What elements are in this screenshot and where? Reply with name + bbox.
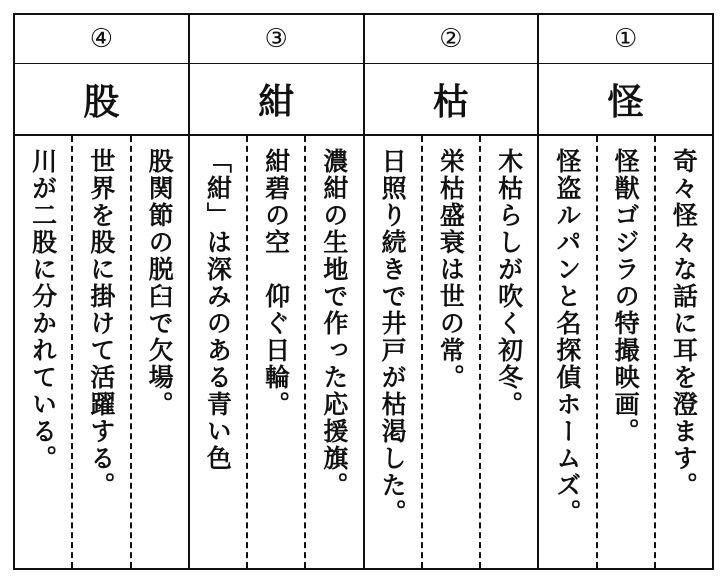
example-sentence: 怪獣ゴジラの特撮映画。 — [611, 148, 641, 445]
example-sentence: 川が二股に分かれている。 — [28, 148, 58, 472]
example-line — [596, 136, 654, 568]
example-line — [654, 136, 712, 568]
column-number: ① — [613, 24, 638, 54]
kanji-cell — [15, 64, 188, 136]
column-kanji: 紺 — [258, 80, 295, 123]
column-2 — [363, 15, 538, 568]
number-cell — [365, 15, 538, 64]
number-cell — [539, 15, 712, 64]
column-4 — [15, 15, 188, 568]
example-sentence: 濃紺の生地で作った応援旗。 — [319, 148, 349, 499]
example-lines — [365, 136, 538, 568]
example-sentence: 奇々怪々な話に耳を澄ます。 — [669, 148, 699, 499]
example-lines — [539, 136, 712, 568]
example-sentence: 股関節の脱臼で欠場。 — [145, 148, 175, 418]
column-kanji: 枯 — [432, 80, 469, 123]
example-sentence: 紺碧の空 仰ぐ日輪。 — [261, 148, 291, 418]
example-line — [130, 136, 188, 568]
example-sentence: 「紺」は深みのある青い色 — [203, 148, 233, 472]
kanji-worksheet — [13, 13, 714, 570]
example-sentence: 木枯らしが吹く初冬。 — [494, 148, 524, 418]
column-1 — [537, 15, 712, 568]
example-lines — [190, 136, 363, 568]
example-sentence: 世界を股に掛けて活躍する。 — [86, 148, 116, 499]
kanji-cell — [365, 64, 538, 136]
example-line — [15, 136, 71, 568]
example-line — [246, 136, 304, 568]
example-sentence: 日照り続きで井戸が枯渇した。 — [378, 148, 408, 526]
example-line — [479, 136, 537, 568]
example-sentence: 栄枯盛衰は世の常。 — [436, 148, 466, 391]
number-cell — [15, 15, 188, 64]
example-line — [421, 136, 479, 568]
example-line — [304, 136, 362, 568]
column-number: ② — [439, 24, 463, 54]
example-line — [539, 136, 595, 568]
example-lines — [15, 136, 188, 568]
example-line — [365, 136, 421, 568]
example-line — [71, 136, 129, 568]
number-cell — [190, 15, 363, 64]
example-line — [190, 136, 246, 568]
column-kanji: 股 — [83, 80, 120, 123]
kanji-cell — [539, 64, 712, 136]
column-number: ③ — [264, 24, 288, 54]
column-kanji: 怪 — [607, 80, 644, 123]
example-sentence: 怪盗ルパンと名探偵ホームズ。 — [552, 148, 582, 526]
column-number: ④ — [89, 24, 114, 54]
column-3 — [188, 15, 363, 568]
kanji-cell — [190, 64, 363, 136]
